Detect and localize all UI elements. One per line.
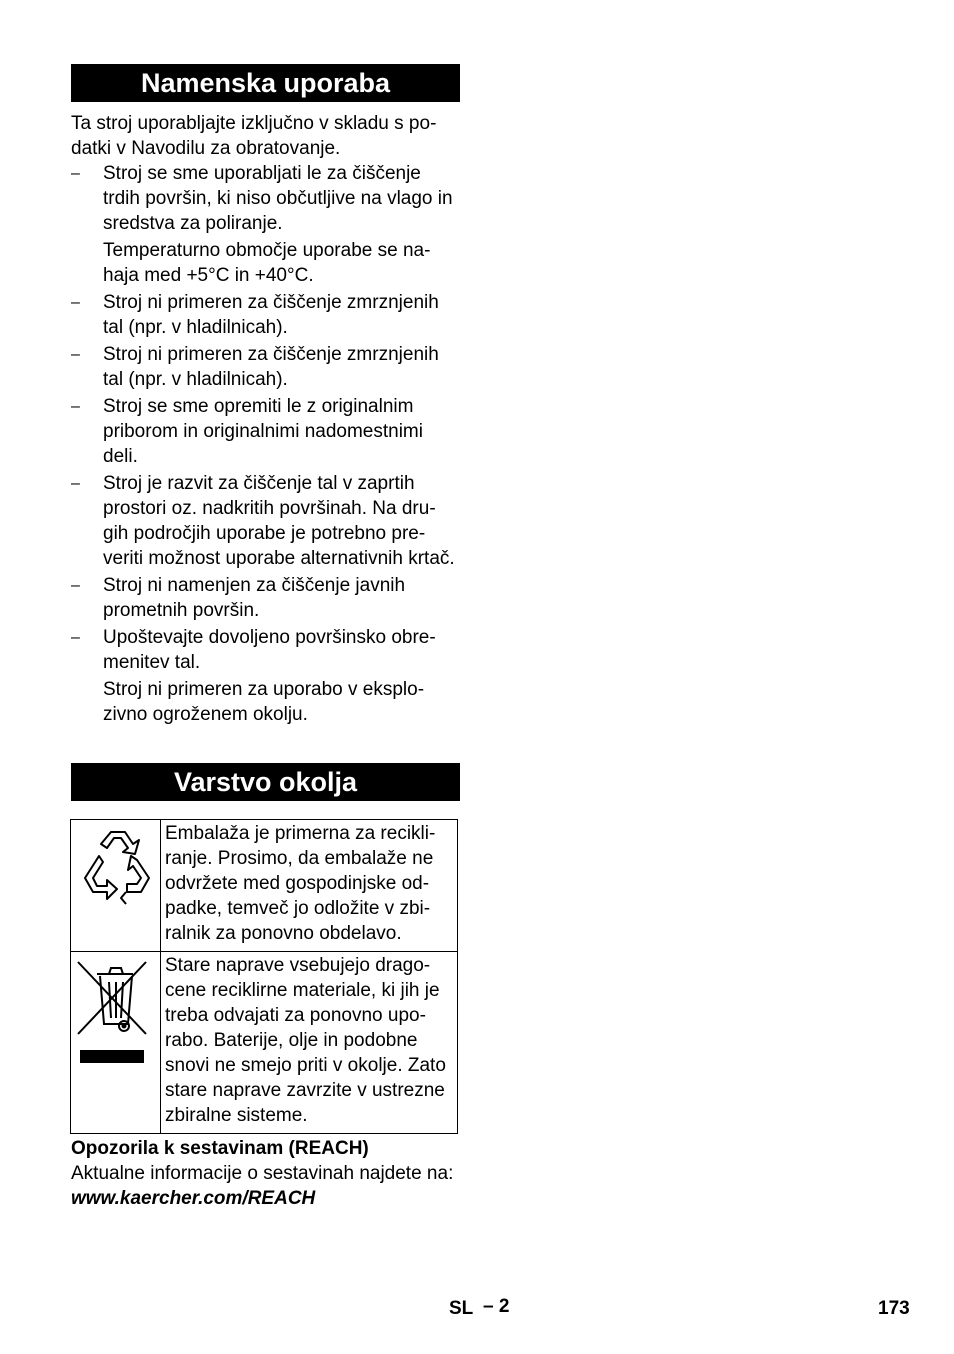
footer-section-number: – 2 [483,1296,510,1317]
list-item [71,471,460,571]
list-item [71,161,460,236]
page-number: 173 [878,1298,910,1319]
dash-bullet: – [71,577,80,594]
crossed-out-bin-icon [71,952,160,1072]
dash-bullet: – [71,629,80,646]
list-item-text: Stroj je razvit za čiščenje tal v zaprtih prostori oz. nadkritih površinah. Na dru-gih področjih uporabe je potrebno pre-veriti možnost uporabe alternativnih krtač. [103,473,455,569]
section-heading-intended-use: Namenska uporaba [71,64,460,102]
intended-use-body [71,111,460,727]
list-item [71,342,460,392]
section-heading-environment: Varstvo okolja [71,763,460,801]
list-item-text: Stroj ni namenjen za čiščenje javnih prometnih površin. [103,575,406,621]
footer-language: SL [449,1298,474,1319]
dash-bullet: – [71,294,80,311]
reach-link[interactable]: www.kaercher.com/REACH [71,1188,316,1209]
disposal-text: Stare naprave vsebujejo drago-cene reciklirne materiale, ki jih je treba odvajati za ponovno upo-rabo. Baterije, olje in podobne snovi ne smejo priti v okolje. Zato stare naprave zavrzite v ustrezne zbiralne sisteme. [161,952,458,1134]
list-item-text: Stroj ni primeren za čiščenje zmrznjenih tal (npr. v hladilnicah). [103,292,439,338]
list-item-note: Temperaturno območje uporabe se na-haja med +5°C in +40°C. [103,240,431,286]
reach-notice [71,1136,491,1211]
icon-cell [71,820,161,952]
recycling-text: Embalaža je primerna za recikli-ranje. Prosimo, da embalaže ne odvržete med gospodinjske od-padke, temveč jo odložite v zbi-ralnik za ponovno obdelavo. [161,820,458,952]
environment-table [70,819,458,1134]
list-item [71,290,460,340]
dash-bullet: – [71,346,80,363]
dash-bullet: – [71,165,80,182]
dash-bullet: – [71,398,80,415]
table-row [71,952,458,1134]
list-item-text: Upoštevajte dovoljeno površinsko obre-menitev tal. [103,627,436,673]
recycling-icon [71,820,160,930]
table-row [71,820,458,952]
list-item-text: Stroj se sme opremiti le z originalnim priborom in originalnimi nadomestnimi deli. [103,396,423,467]
list-item-text: Stroj se sme uporabljati le za čiščenje trdih površin, ki niso občutljive na vlago in sredstva za poliranje. [103,163,453,234]
icon-cell [71,952,161,1134]
list-item-note: Stroj ni primeren za uporabo v eksplo-zivno ogroženem okolju. [103,679,425,725]
list-item [71,394,460,469]
list-item [71,573,460,623]
reach-heading: Opozorila k sestavinam (REACH) [71,1138,369,1159]
list-item [71,625,460,675]
dash-bullet: – [71,475,80,492]
intro-paragraph: Ta stroj uporabljajte izključno v skladu s po-datki v Navodilu za obratovanje. [71,113,437,159]
list-item-text: Stroj ni primeren za čiščenje zmrznjenih tal (npr. v hladilnicah). [103,344,439,390]
reach-text: Aktualne informacije o sestavinah najdete na: [71,1163,454,1184]
